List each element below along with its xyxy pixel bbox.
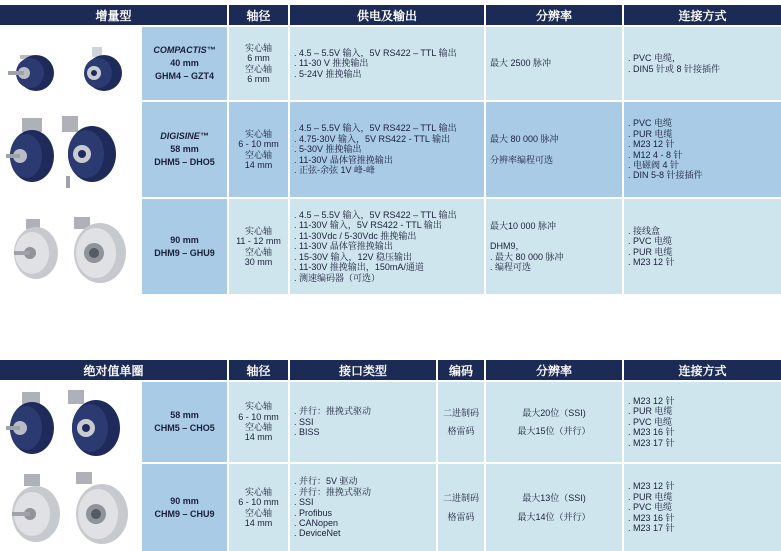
incremental-connection-header: 连接方式 — [624, 5, 781, 25]
interface-cell — [290, 382, 436, 462]
encoder-photo-compactis — [0, 27, 140, 100]
supply-item: . 4.5 – 5.5V 输入，5V RS422 – TTL 输出 — [294, 123, 484, 133]
shaft-cell — [229, 102, 288, 197]
encoder-photo-digisine — [0, 102, 140, 197]
connection-item: . 接线盒 — [628, 226, 781, 236]
resolution-line: 最大 80 000 脉冲 — [490, 134, 559, 145]
shaft-line: 实心轴 — [244, 401, 272, 412]
connection-cell — [624, 199, 781, 294]
interface-item: . SSI — [294, 497, 436, 507]
supply-item: . 11-30V 晶体管推挽输出 — [294, 155, 484, 165]
supply-item: . 11-30V 输入，5V RS422 - TTL 输出 — [294, 220, 484, 230]
model-size: 90 mm — [170, 495, 199, 506]
resolution-line: 最大20位（SSI) — [522, 407, 586, 418]
resolution-cell — [486, 199, 622, 294]
supply-item: . 4.5 – 5.5V 输入，5V RS422 – TTL 输出 — [294, 210, 484, 220]
resolution-line: 分辨率编程可选 — [490, 154, 554, 165]
model-code: GHM4 – GZT4 — [154, 71, 214, 81]
shaft-line: 实心轴 — [244, 42, 272, 53]
supply-item: . 4.5 – 5.5V 输入，5V RS422 – TTL 输出 — [294, 48, 484, 58]
connection-item: . M23 16 针 — [628, 427, 781, 437]
supply-item: . 4.75-30V 输入，5V RS422 - TTL 输出 — [294, 134, 484, 144]
shaft-line: 6 - 10 mm — [238, 411, 279, 422]
model-cell-90mm — [142, 199, 227, 294]
interface-item: . DeviceNet — [294, 528, 436, 538]
shaft-line: 6 - 10 mm — [238, 139, 279, 150]
interface-item: . Profibus — [294, 508, 436, 518]
supply-item: . 15-30V 输入，12V 稳压输出 — [294, 252, 484, 262]
model-cell-compactis — [142, 27, 227, 100]
model-series: COMPACTIS™ — [153, 45, 216, 55]
shaft-line: 14 mm — [244, 159, 273, 170]
supply-item: . 测速编码器（可选） — [294, 273, 484, 283]
shaft-line: 14 mm — [244, 432, 273, 443]
encoder-photo-chm9 — [0, 464, 140, 551]
connection-item: . M23 17 针 — [628, 523, 781, 533]
shaft-line: 6 mm — [247, 73, 270, 84]
absolute-shaft-header: 轴径 — [229, 360, 288, 380]
encoder-photo-90mm — [0, 199, 140, 294]
connection-item: . M23 16 针 — [628, 513, 781, 523]
shaft-line: 实心轴 — [244, 128, 272, 139]
connection-item: . PUR 电缆 — [628, 406, 781, 416]
encoder-photo-chm5 — [0, 382, 140, 462]
model-cell-digisine — [142, 102, 227, 197]
model-size: 90 mm — [170, 234, 199, 245]
resolution-line: . 最大 80 000 脉冲 — [490, 251, 564, 262]
coding-line: 格雷码 — [447, 511, 475, 522]
connection-cell — [624, 102, 781, 197]
shaft-line: 30 mm — [244, 256, 273, 267]
supply-item: . 11-30V 晶体管推挽输出 — [294, 241, 484, 251]
connection-item: . M23 12 针 — [628, 139, 781, 149]
shaft-line: 空心轴 — [244, 149, 272, 160]
supply-cell — [290, 199, 484, 294]
connection-item: . DIN 5-8 针接插件 — [628, 170, 781, 180]
resolution-cell — [486, 464, 622, 551]
resolution-cell — [486, 102, 622, 197]
connection-item: . PVC 电缆 — [628, 417, 781, 427]
absolute-code-header: 编码 — [438, 360, 484, 380]
interface-item: . CANopen — [294, 518, 436, 528]
connection-item: . PVC 电缆 — [628, 118, 781, 128]
shaft-line: 实心轴 — [244, 225, 272, 236]
coding-cell — [438, 382, 484, 462]
interface-item: . SSI — [294, 417, 436, 427]
connection-item: . M23 12 针 — [628, 481, 781, 491]
interface-item: . BISS — [294, 427, 436, 437]
connection-cell — [624, 464, 781, 551]
shaft-cell — [229, 27, 288, 100]
connection-item: . PVC 电缆 — [628, 236, 781, 246]
shaft-line: 6 - 10 mm — [238, 497, 279, 508]
connection-item: . M12 4 - 8 针 — [628, 150, 781, 160]
supply-item: . 11-30 V 推挽输出 — [294, 58, 484, 68]
connection-item: . DIN5 针或 8 针接插件 — [628, 64, 781, 74]
shaft-line: 空心轴 — [244, 246, 272, 257]
model-series: DIGISINE™ — [160, 131, 209, 141]
resolution-line: 最大14位（并行） — [517, 511, 591, 522]
resolution-line: 最大 2500 脉冲 — [490, 58, 552, 69]
absolute-connection-header: 连接方式 — [624, 360, 781, 380]
connection-item: . PVC 电缆， — [628, 53, 781, 63]
shaft-line: 14 mm — [244, 517, 273, 528]
supply-item: . 11-30V 推挽输出，150mA/通道 — [294, 262, 484, 272]
shaft-line: 6 mm — [247, 53, 270, 64]
resolution-cell — [486, 382, 622, 462]
shaft-cell — [229, 382, 288, 462]
absolute-type-header: 绝对值单圈 — [0, 360, 227, 380]
supply-cell — [290, 102, 484, 197]
resolution-line: . 编程可选 — [490, 261, 532, 272]
interface-item: . 并行：推挽式驱动 — [294, 406, 436, 416]
incremental-shaft-header: 轴径 — [229, 5, 288, 25]
model-code: DHM5 – DHO5 — [154, 157, 215, 167]
model-code: DHM9 – GHU9 — [154, 247, 215, 258]
supply-item: . 正弦-余弦 1V 峰-峰 — [294, 165, 484, 175]
model-size: 58 mm — [170, 410, 199, 420]
interface-item: . 并行：推挽式驱动 — [294, 487, 436, 497]
coding-cell — [438, 464, 484, 551]
model-cell-chm9 — [142, 464, 227, 551]
resolution-line: DHM9， — [490, 241, 525, 252]
model-size: 58 mm — [170, 144, 199, 154]
connection-item: . M23 12 针 — [628, 257, 781, 267]
shaft-cell — [229, 464, 288, 551]
resolution-cell — [486, 27, 622, 100]
shaft-line: 空心轴 — [244, 422, 272, 432]
connection-item: . 电磁阀 4 针 — [628, 160, 781, 170]
shaft-line: 空心轴 — [244, 63, 272, 74]
incremental-supply-header: 供电及输出 — [290, 5, 484, 25]
shaft-cell — [229, 199, 288, 294]
connection-item: . M23 12 针 — [628, 396, 781, 406]
connection-cell — [624, 27, 781, 100]
supply-item: . 11-30Vdc / 5-30Vdc 推挽输出 — [294, 231, 484, 241]
coding-line: 二进制码 — [442, 493, 479, 504]
supply-cell — [290, 27, 484, 100]
model-cell-chm5 — [142, 382, 227, 462]
absolute-interface-header: 接口类型 — [290, 360, 436, 380]
supply-item: . 5-30V 推挽输出 — [294, 144, 484, 154]
interface-item: . 并行：5V 驱动 — [294, 476, 436, 486]
model-code: CHM5 – CHO5 — [154, 423, 215, 433]
interface-cell — [290, 464, 436, 551]
coding-line: 格雷码 — [447, 426, 475, 436]
connection-item: . PUR 电缆 — [628, 492, 781, 502]
model-size: 40 mm — [170, 58, 199, 68]
resolution-line: 最大15位（并行） — [517, 426, 591, 436]
model-code: CHM9 – CHU9 — [154, 508, 215, 519]
shaft-line: 11 - 12 mm — [236, 236, 281, 247]
shaft-line: 实心轴 — [244, 486, 272, 497]
connection-item: . PUR 电缆 — [628, 129, 781, 139]
connection-item: . PVC 电缆 — [628, 502, 781, 512]
resolution-line: 最大10 000 脉冲 — [490, 220, 557, 231]
connection-item: . M23 17 针 — [628, 438, 781, 448]
connection-cell — [624, 382, 781, 462]
shaft-line: 空心轴 — [244, 507, 272, 518]
incremental-type-header: 增量型 — [0, 5, 227, 25]
coding-line: 二进制码 — [442, 407, 479, 418]
connection-item: . PUR 电缆 — [628, 247, 781, 257]
supply-item: . 5-24V 推挽输出 — [294, 69, 484, 79]
absolute-resolution-header: 分辨率 — [486, 360, 622, 380]
resolution-line: 最大13位（SSI) — [522, 493, 586, 504]
incremental-resolution-header: 分辨率 — [486, 5, 622, 25]
